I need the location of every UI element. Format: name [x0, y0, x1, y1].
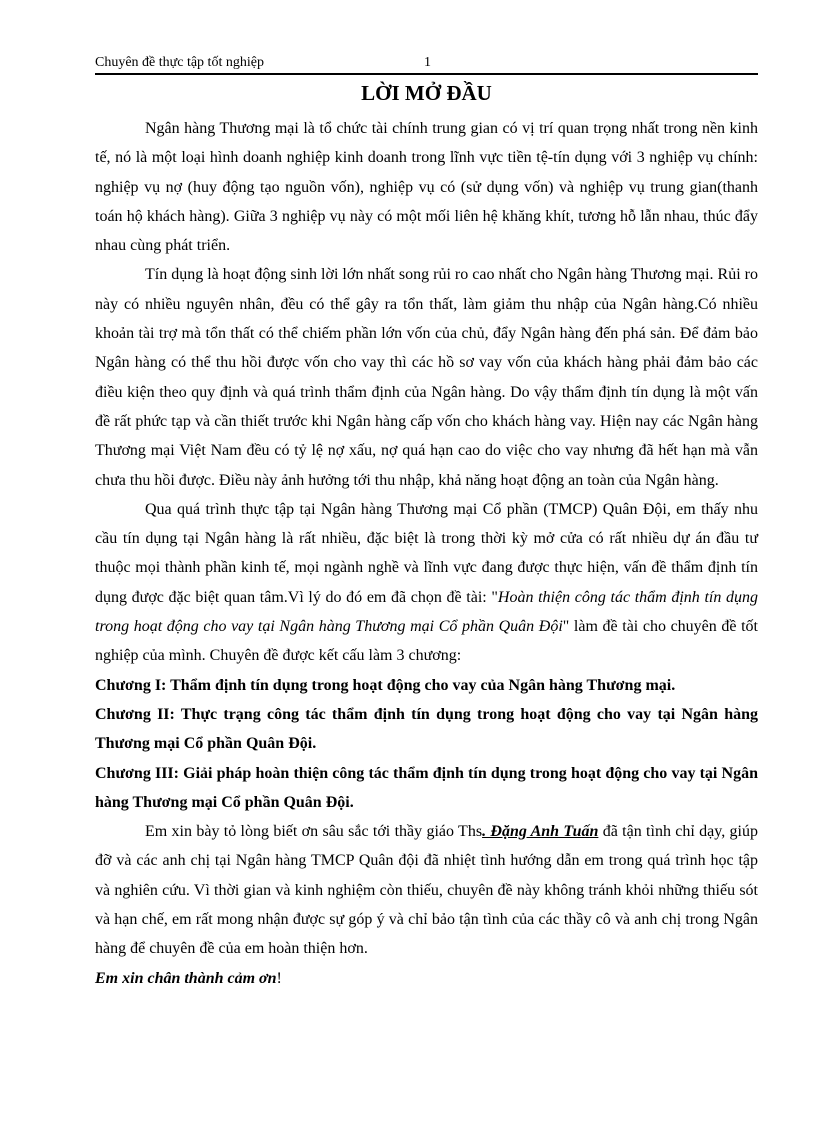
closing-mark: !: [276, 969, 282, 987]
teacher-name: . Đặng Anh Tuấn: [482, 823, 599, 841]
thanks-tail-text: đã tận tình chỉ dạy, giúp đỡ và các anh chị tại Ngân hàng TMCP Quân đội đã nhiệt tình hướng dẫn em trong quá trình học tập và nghiên cứu. Vì thời gian và kinh nghiệm còn thiếu, chuyên đề này không tránh khỏi những thiếu sót và hạn chế, em rất mong nhận được sự góp ý và chỉ bảo tận tình của các thầy cô và anh chị trong Ngân hàng để chuyên đề của em hoàn thiện hơn.: [95, 823, 759, 958]
paragraph-thanks: [95, 817, 758, 963]
page-title: LỜI MỞ ĐẦU: [361, 81, 492, 105]
closing-line: [95, 964, 758, 993]
document-body: [95, 114, 758, 993]
chapter-2-heading: Chương II: Thực trạng công tác thẩm định tín dụng trong hoạt động cho vay tại Ngân hàng Thương mại Cổ phần Quân Đội.: [95, 705, 758, 753]
chapter-1-heading: Chương I: Thẩm định tín dụng trong hoạt động cho vay của Ngân hàng Thương mại.: [95, 676, 676, 694]
thanks-lead-text: Em xin bày tỏ lòng biết ơn sâu sắc tới thầy giáo Ths: [145, 823, 483, 841]
chapter-3-heading: Chương III: Giải pháp hoàn thiện công tác thẩm định tín dụng trong hoạt động cho vay tại Ngân hàng Thương mại Cổ phần Quân Đội.: [95, 764, 758, 811]
paragraph-credit: Tín dụng là hoạt động sinh lời lớn nhất song rủi ro cao nhất cho Ngân hàng Thương mại. Rủi ro này có nhiều nguyên nhân, đều có thể gây ra tổn thất, làm giảm thu nhập của Ngân hàng.Có nhiều khoản tài trợ mà tổn thất có thể chiếm phần lớn vốn của chủ, đẩy Ngân hàng đến phá sản. Để đảm bảo Ngân hàng có thể thu hồi được vốn cho vay thì các hồ sơ vay vốn của khách hàng phải đảm bảo các điều kiện theo quy định và quá trình thẩm định của Ngân hàng. Do vậy thẩm định tín dụng là một vấn đề rất phức tạp và cần thiết trước khi Ngân hàng cấp vốn cho khách hàng vay. Hiện nay các Ngân hàng Thương mại Việt Nam đều có tỷ lệ nợ xấu, nợ quá hạn cao do việc cho vay nhưng đã hết hạn mà vẫn chưa thu hồi được. Điều này ảnh hưởng tới thu nhập, khả năng hoạt động an toàn của Ngân hàng.: [95, 266, 758, 489]
page-number: 1: [424, 55, 431, 70]
topic-lead-text: Qua quá trình thực tập tại Ngân hàng Thương mại Cổ phần (TMCP) Quân Đội, em thấy nhu cầu tín dụng tại Ngân hàng là rất nhiều, đặc biệt là trong thời kỳ mở cửa có rất nhiều dự án đầu tư thuộc mọi thành phần kinh tế, mọi ngành nghề và lĩnh vực đang được thực hiện, vấn đề thẩm định tín dụng được đặc biệt quan tâm.Vì lý do đó em đã chọn đề tài: ": [95, 500, 758, 606]
closing-text: Em xin chân thành cảm ơn: [95, 969, 277, 987]
paragraph-intro: Ngân hàng Thương mại là tổ chức tài chính trung gian có vị trí quan trọng nhất trong nền kinh tế, nó là một loại hình doanh nghiệp kinh doanh trong lĩnh vực tiền tệ-tín dụng với 3 nghiệp vụ chính: nghiệp vụ nợ (huy động tạo nguồn vốn), nghiệp vụ có (sử dụng vốn) và nghiệp vụ trung gian(thanh toán hộ khách hàng). Giữa 3 nghiệp vụ này có một mối liên hệ khăng khít, tương hỗ lẫn nhau, thúc đẩy nhau cùng phát triển.: [95, 120, 758, 255]
header-title: Chuyên đề thực tập tốt nghiệp: [95, 55, 264, 70]
topic-tail-text: " làm đề tài cho chuyên đề tốt nghiệp của mình. Chuyên đề được kết cấu làm 3 chương:: [95, 618, 758, 665]
thesis-topic: Hoàn thiện công tác thẩm định tín dụng trong hoạt động cho vay tại Ngân hàng Thương mại Cổ phần Quân Đội: [95, 588, 758, 636]
paragraph-topic: [95, 495, 758, 671]
page-header: [95, 53, 758, 75]
